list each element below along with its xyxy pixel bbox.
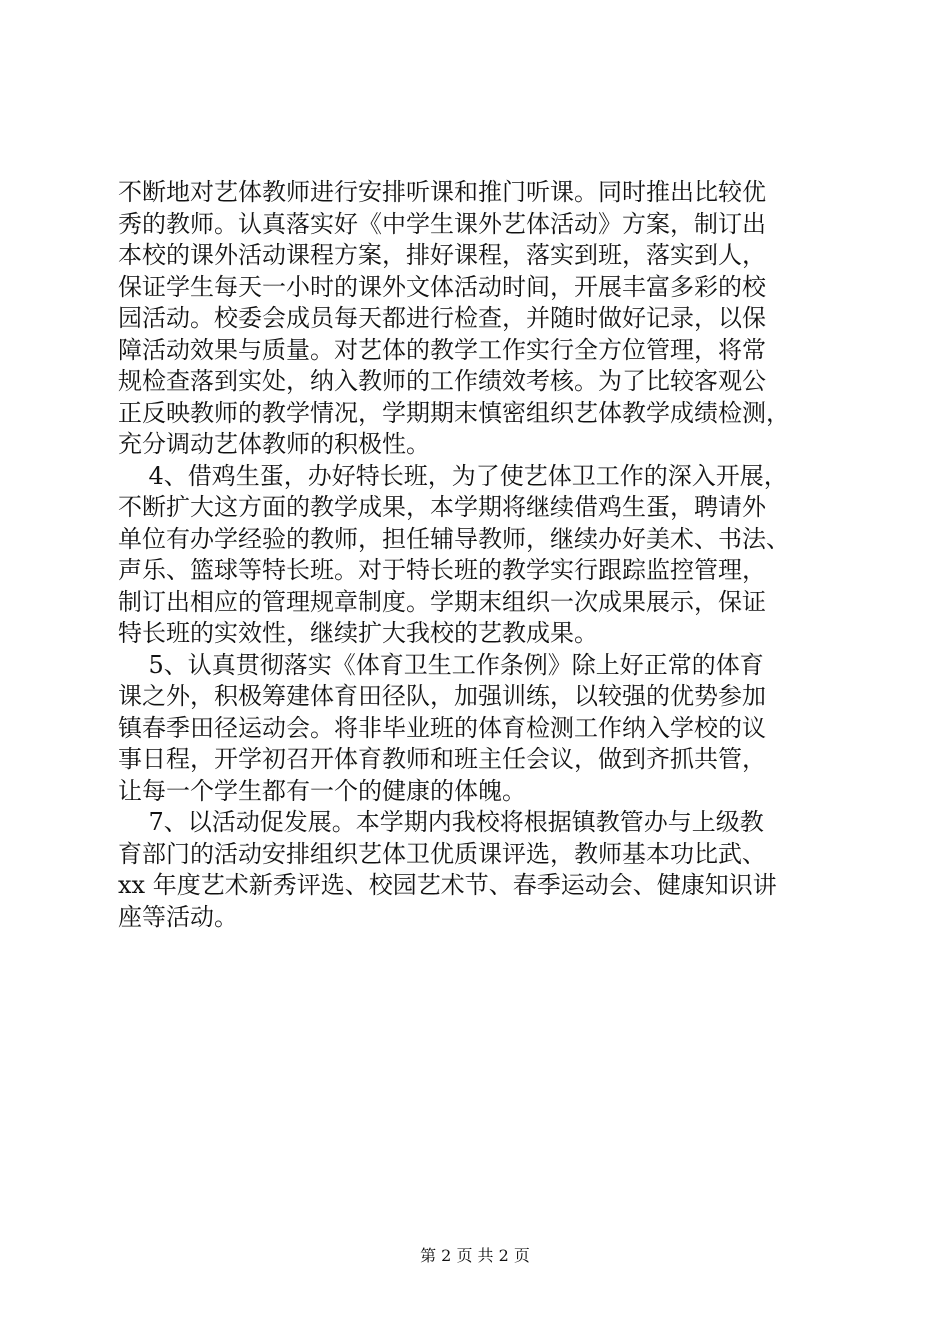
text-line: 正反映教师的教学情况，学期期末慎密组织艺体教学成绩检测，	[118, 398, 790, 427]
text-line: 秀的教师。认真落实好《中学生课外艺体活动》方案，制订出	[118, 209, 766, 238]
text-line: 事日程，开学初召开体育教师和班主任会议，做到齐抓共管，	[118, 745, 766, 773]
page-number-footer: 第 2 页 共 2 页	[420, 1246, 530, 1265]
text-line: 镇春季田径运动会。将非毕业班的体育检测工作纳入学校的议	[118, 713, 766, 742]
text-line: 园活动。校委会成员每天都进行检查，并随时做好记录，以保	[118, 304, 766, 332]
text-line: xx 年度艺术新秀评选、校园艺术节、春季运动会、健康知识讲	[118, 871, 777, 899]
text-line: 特长班的实效性，继续扩大我校的艺教成果。	[118, 619, 598, 647]
text-line: 课之外，积极筹建体育田径队，加强训练，以较强的优势参加	[118, 682, 766, 710]
text-line: 让每一个学生都有一个的健康的体魄。	[118, 776, 526, 805]
text-line: 充分调动艺体教师的积极性。	[118, 430, 430, 458]
text-line: 障活动效果与质量。对艺体的教学工作实行全方位管理，将常	[118, 335, 766, 364]
text-line: 育部门的活动安排组织艺体卫优质课评选，教师基本功比武、	[118, 839, 766, 868]
text-line: 不断扩大这方面的教学成果，本学期将继续借鸡生蛋，聘请外	[118, 493, 766, 521]
paragraph-4-start: 4、借鸡生蛋，办好特长班，为了使艺体卫工作的深入开展，	[118, 461, 788, 490]
body-text	[118, 177, 856, 933]
text-line: 座等活动。	[118, 902, 238, 931]
text-line: 不断地对艺体教师进行安排听课和推门听课。同时推出比较优	[118, 178, 766, 206]
text-line: 单位有办学经验的教师，担任辅导教师，继续办好美术、书法、	[118, 524, 790, 553]
text-line: 本校的课外活动课程方案，排好课程，落实到班，落实到人，	[118, 241, 766, 269]
text-line: 规检查落到实处，纳入教师的工作绩效考核。为了比较客观公	[118, 367, 766, 395]
text-line: 声乐、篮球等特长班。对于特长班的教学实行跟踪监控管理，	[118, 556, 766, 584]
text-line: 制订出相应的管理规章制度。学期末组织一次成果展示，保证	[118, 587, 766, 616]
paragraph-5-start: 5、认真贯彻落实《体育卫生工作条例》除上好正常的体育	[118, 650, 764, 679]
text-line: 保证学生每天一小时的课外文体活动时间，开展丰富多彩的校	[118, 272, 766, 301]
paragraph-7-start: 7、以活动促发展。本学期内我校将根据镇教管办与上级教	[118, 808, 764, 836]
